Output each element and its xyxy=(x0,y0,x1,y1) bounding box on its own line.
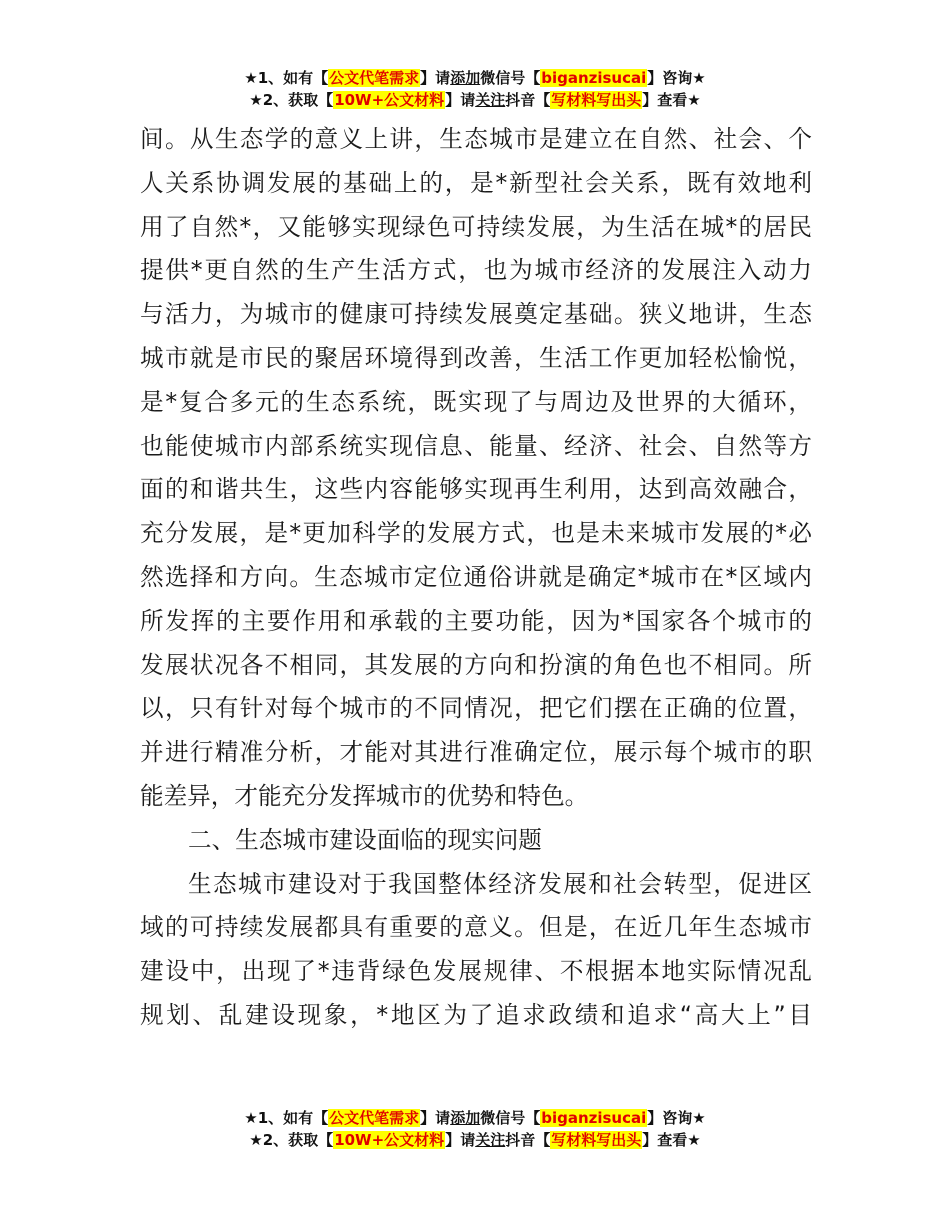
banner-line-1 xyxy=(0,1107,950,1129)
text-line: 是*复合多元的生态系统，既实现了与周边及世界的大循环， xyxy=(140,387,812,416)
banner-text: 微信号【 xyxy=(480,1109,541,1127)
text-line: 与活力，为城市的健康可持续发展奠定基础。狭义地讲，生态 xyxy=(140,300,812,329)
banner-line-2 xyxy=(0,1129,950,1151)
paragraph-2 xyxy=(140,863,812,1038)
text-line: 面的和谐共生，这些内容能够实现再生利用，达到高效融合， xyxy=(140,475,812,504)
banner-underlined-text: 关注 xyxy=(475,1131,506,1149)
text-line: 域的可持续发展都具有重要的意义。但是，在近几年生态城市 xyxy=(140,913,812,942)
header-banner xyxy=(0,67,950,111)
text-line: 间。从生态学的意义上讲，生态城市是建立在自然、社会、个 xyxy=(140,125,812,153)
text-line: 充分发展，是*更加科学的发展方式，也是未来城市发展的*必 xyxy=(140,519,812,548)
text-line: 生态城市建设对于我国整体经济发展和社会转型，促进区 xyxy=(188,869,812,898)
banner-text: 】咨询★ xyxy=(647,1109,706,1127)
banner-text: ★1、如有【 xyxy=(244,1109,329,1127)
text-line: 并进行精准分析，才能对其进行准确定位，展示每个城市的职 xyxy=(140,738,812,767)
banner-text: 】请 xyxy=(420,69,451,87)
text-line: 人关系协调发展的基础上的，是*新型社会关系，既有效地利 xyxy=(140,168,812,197)
text-line: 规划、乱建设现象，*地区为了追求政绩和追求“高大上”目 xyxy=(140,1000,812,1029)
banner-text: 】请 xyxy=(445,91,476,109)
banner-underlined-text: 关注 xyxy=(475,91,506,109)
banner-underlined-text: 添加 xyxy=(450,69,481,87)
banner-text: 】查看★ xyxy=(642,1131,701,1149)
highlight-service: 公文代笔需求 xyxy=(329,1109,420,1127)
document-body xyxy=(140,118,812,1038)
banner-text: ★1、如有【 xyxy=(244,69,329,87)
text-line: 发展状况各不相同，其发展的方向和扮演的角色也不相同。所 xyxy=(140,650,812,679)
text-line: 也能使城市内部系统实现信息、能量、经济、社会、自然等方 xyxy=(140,431,812,460)
banner-text: 】咨询★ xyxy=(647,69,706,87)
banner-text: ★2、获取【 xyxy=(249,91,334,109)
text-line: 然选择和方向。生态城市定位通俗讲就是确定*城市在*区域内 xyxy=(140,562,812,591)
banner-line-1 xyxy=(0,67,950,89)
paragraph-1 xyxy=(140,118,812,819)
highlight-douyin-account: 写材料写出头 xyxy=(551,91,642,109)
banner-text: 抖音【 xyxy=(505,91,551,109)
banner-line-2 xyxy=(0,89,950,111)
highlight-wechat-id: biganzisucai xyxy=(541,69,647,87)
section-heading: 二、生态城市建设面临的现实问题 xyxy=(188,825,542,854)
footer-banner xyxy=(0,1107,950,1151)
banner-text: 】请 xyxy=(420,1109,451,1127)
banner-underlined-text: 添加 xyxy=(450,1109,481,1127)
banner-text: 微信号【 xyxy=(480,69,541,87)
highlight-douyin-account: 写材料写出头 xyxy=(551,1131,642,1149)
text-line: 能差异，才能充分发挥城市的优势和特色。 xyxy=(140,781,589,810)
highlight-wechat-id: biganzisucai xyxy=(541,1109,647,1127)
text-line: 所发挥的主要作用和承载的主要功能，因为*国家各个城市的 xyxy=(140,606,812,635)
banner-text: 抖音【 xyxy=(505,1131,551,1149)
text-line: 建设中，出现了*违背绿色发展规律、不根据本地实际情况乱 xyxy=(140,957,812,986)
section-heading-paragraph xyxy=(140,819,812,863)
text-line: 用了自然*，又能够实现绿色可持续发展，为生活在城*的居民 xyxy=(140,212,812,241)
highlight-materials: 10W+公文材料 xyxy=(334,1131,445,1149)
highlight-service: 公文代笔需求 xyxy=(329,69,420,87)
highlight-materials: 10W+公文材料 xyxy=(334,91,445,109)
banner-text: 】查看★ xyxy=(642,91,701,109)
text-line: 以，只有针对每个城市的不同情况，把它们摆在正确的位置， xyxy=(140,694,812,723)
text-line: 提供*更自然的生产生活方式，也为城市经济的发展注入动力 xyxy=(140,256,812,285)
banner-text: ★2、获取【 xyxy=(249,1131,334,1149)
banner-text: 】请 xyxy=(445,1131,476,1149)
text-line: 城市就是市民的聚居环境得到改善，生活工作更加轻松愉悦， xyxy=(140,343,812,372)
